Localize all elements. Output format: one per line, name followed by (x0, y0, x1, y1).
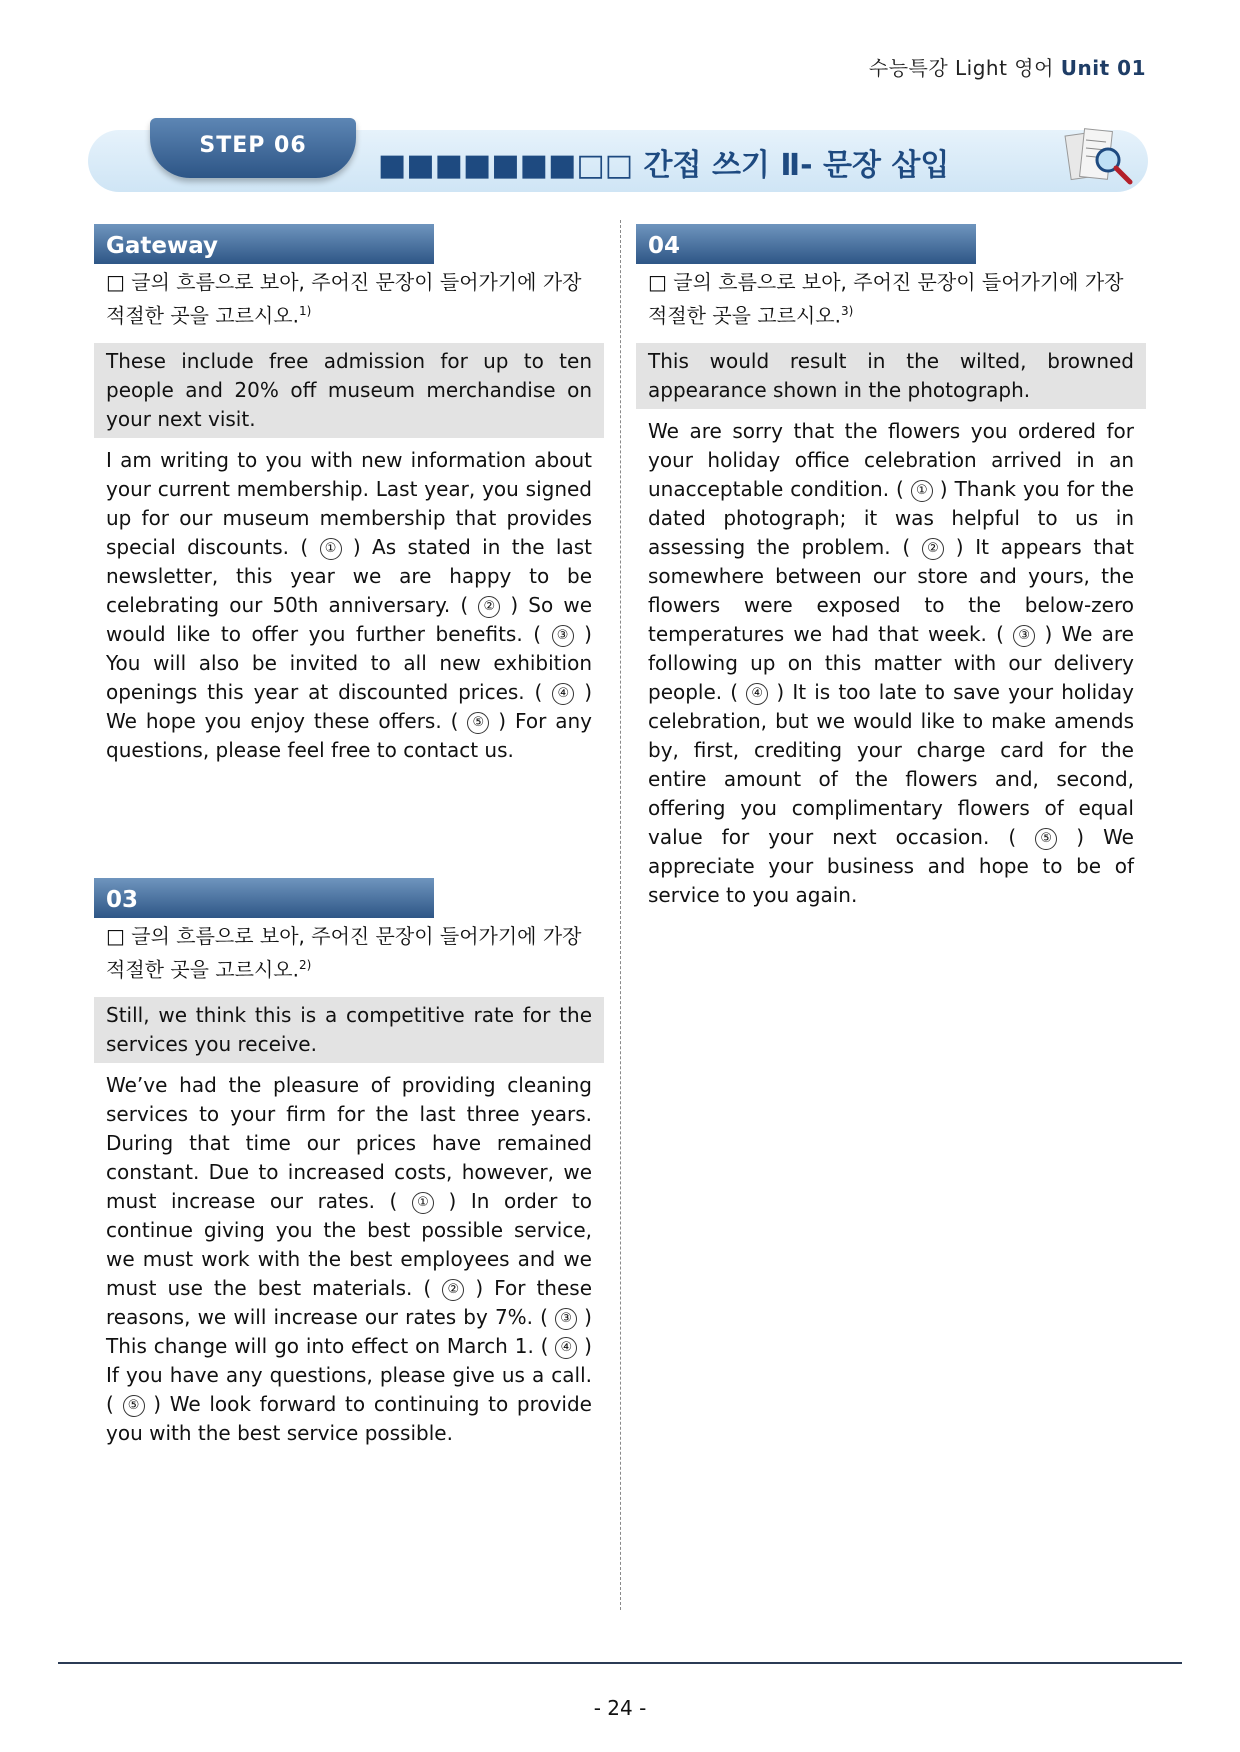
marker-5: ⑤ (123, 1395, 145, 1417)
step-title: ■■■■■■■□□ 간접 쓰기 Ⅱ- 문장 삽입 (378, 148, 950, 183)
passage: I am writing to you with new information about your current membership. Last year, you signed up for our museum membership that provides special discounts. ( ① ) As stated in the last newsletter, this year we are happy to be celebrating our 50th anniversary. ( ② ) So we would like to offer you further benefits. ( ③ ) You will also be invited to all new exhibition openings this year at discounted prices. ( ④ ) We hope you enjoy these offers. ( ⑤ ) For any questions, please feel free to contact us. (106, 447, 592, 762)
marker-3: ③ (1013, 625, 1035, 647)
passage: We’ve had the pleasure of providing cleaning services to your firm for the last three years. During that time our prices have remained constant. Due to increased costs, however, we must increase our rates. ( ① ) In order to continue giving you the best possible service, we must work with the best employees and we must use the best materials. ( ② ) For these reasons, we will increase our rates by 7%. ( ③ ) This change will go into effect on March 1. ( ④ ) If you have any questions, please give us a call. ( ⑤ ) We look forward to continuing to provide you with the best service possible. (106, 1072, 593, 1445)
marker-2: ② (922, 538, 944, 560)
marker-5: ⑤ (467, 712, 489, 734)
running-head-book: 수능특강 Light 영어 (868, 56, 1054, 80)
given-sentence: Still, we think this is a competitive rate for the services you receive. (94, 997, 604, 1063)
given-sentence: These include free admission for up to ten people and 20% off museum merchandise on your next visit. (94, 343, 604, 438)
running-head-unit: Unit 01 (1060, 56, 1146, 80)
marker-2: ② (478, 596, 500, 618)
section-04 (636, 224, 1146, 910)
magnifier-book-icon (1060, 124, 1138, 190)
footer-rule (58, 1662, 1182, 1664)
question-instruction: □ 글의 흐름으로 보아, 주어진 문장이 들어가기에 가장 적절한 곳을 고르시오.$^{2)}$ (106, 924, 582, 982)
given-sentence: This would result in the wilted, browned appearance shown in the photograph. (636, 343, 1146, 409)
page-number: - 24 - (593, 1696, 647, 1720)
question-instruction: □ 글의 흐름으로 보아, 주어진 문장이 들어가기에 가장 적절한 곳을 고르시오.$^{1)}$ (106, 270, 582, 328)
section-gateway (94, 224, 604, 765)
passage: We are sorry that the flowers you ordered for your holiday office celebration arrived in an unacceptable condition. ( ① ) Thank you for the dated photograph; it was helpful to us in assessing the problem. ( ② ) It appears that somewhere between our store and yours, the flowers were exposed to the below-zero temperatures we had that week. ( ③ ) We are following up on this matter with our delivery people. ( ④ ) It is too late to save your holiday celebration, but we would like to make amends by, first, crediting your charge card for the entire amount of the flowers and, second, offering you complimentary flowers of equal value for your next occasion. ( ⑤ ) We appreciate your business and hope to be of service to you again. (648, 418, 1135, 907)
section-header: 03 (94, 878, 434, 918)
marker-1: ① (412, 1192, 434, 1214)
marker-1: ① (911, 480, 933, 502)
marker-1: ① (320, 538, 342, 560)
marker-5: ⑤ (1035, 828, 1057, 850)
section-header: 04 (636, 224, 976, 264)
marker-4: ④ (552, 683, 574, 705)
question-instruction: □ 글의 흐름으로 보아, 주어진 문장이 들어가기에 가장 적절한 곳을 고르시오.$^{3)}$ (648, 270, 1124, 328)
marker-2: ② (442, 1279, 464, 1301)
section-03 (94, 878, 604, 1448)
marker-4: ④ (555, 1337, 577, 1359)
marker-3: ③ (555, 1308, 577, 1330)
step-tab: STEP 06 (150, 118, 356, 178)
running-head (869, 52, 1146, 81)
marker-3: ③ (552, 625, 574, 647)
section-header: Gateway (94, 224, 434, 264)
marker-4: ④ (746, 683, 768, 705)
column-divider (620, 220, 621, 1610)
